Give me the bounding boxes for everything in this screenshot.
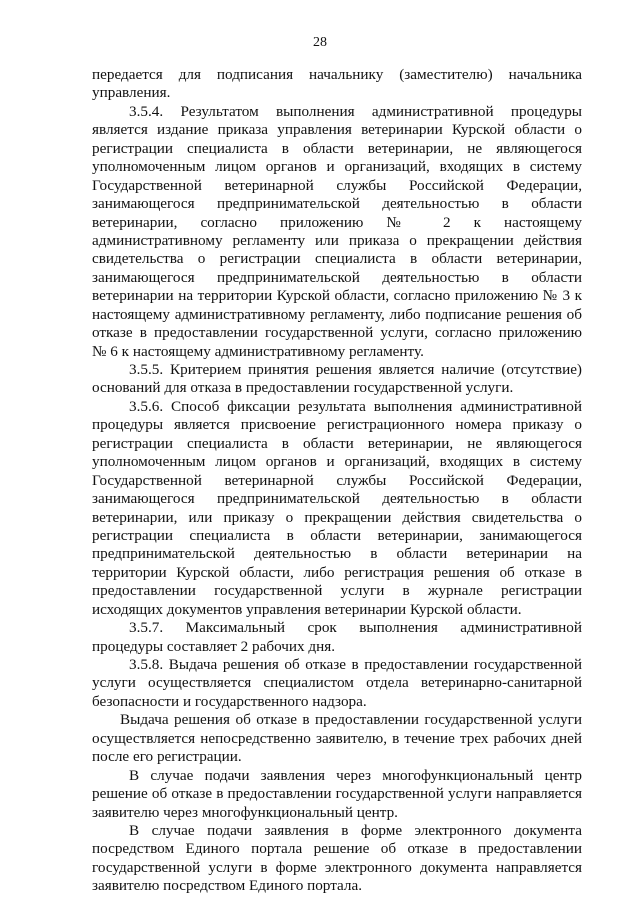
text-line: регистрации специалиста в области ветеринарии, не являющегося — [92, 434, 582, 452]
text-line: управления. — [92, 84, 171, 102]
text-line: регистрации специалиста в области ветеринарии, не являющегося — [92, 139, 582, 157]
text-line: территории Курской области, либо регистрация решения об отказе в — [92, 563, 582, 581]
text-line: Выдача решения об отказе в предоставлении государственной услуги — [120, 711, 582, 729]
text-line: государственной услуги в форме электронного документа направляется — [92, 858, 582, 876]
text-line: безопасности и государственного надзора. — [92, 692, 367, 710]
text-line: 3.5.6. Способ фиксации результата выполнения административной — [129, 397, 582, 415]
text-line: 3.5.8. Выдача решения об отказе в предоставлении государственной — [129, 656, 582, 673]
text-line: 3.5.7. Максимальный срок выполнения административной — [129, 619, 582, 637]
text-line: занимающегося предпринимательской деятельностью в области — [92, 195, 582, 213]
text-line: ветеринарии, согласно приложению № 2 к настоящему — [92, 213, 582, 231]
text-line: В случае подачи заявления через многофункциональный центр — [129, 766, 582, 784]
text-line: после его регистрации. — [92, 748, 242, 766]
text-line: ветеринарии на территории Курской области, согласно приложению № 3 к — [92, 287, 582, 305]
text-line: Государственной ветеринарной службы Российской Федерации, — [92, 176, 582, 194]
document-body — [92, 66, 582, 896]
text-line: занимающегося предпринимательской деятельностью в области — [92, 490, 582, 508]
text-line: В случае подачи заявления в форме электронного документа — [129, 821, 582, 839]
text-line: настоящему административному регламенту, либо подписание решения об — [92, 305, 582, 323]
text-line: № 6 к настоящему административному регламенту. — [92, 342, 424, 360]
text-line: исходящих документов управления ветеринарии Курской области. — [92, 600, 522, 618]
text-line: административному регламенту или приказа о прекращении действия — [92, 231, 582, 249]
text-line: передается для подписания начальнику (заместителю) начальника — [92, 66, 582, 83]
page-number: 28 — [313, 35, 327, 50]
text-line: 3.5.5. Критерием принятия решения является наличие (отсутствие) — [129, 361, 582, 378]
text-line: процедуры составляет 2 рабочих дня. — [92, 637, 336, 655]
text-line: решение об отказе в предоставлении государственной услуги направляется — [92, 785, 582, 803]
text-line: уполномоченным лицом органов и организаций, входящих в систему — [92, 158, 582, 176]
text-line: занимающегося предпринимательской деятельностью в области — [92, 268, 582, 286]
text-line: является издание приказа управления ветеринарии Курской области о — [92, 121, 582, 139]
text-line: Государственной ветеринарной службы Российской Федерации, — [92, 471, 582, 489]
text-line: предоставлении государственной услуги в журнале регистрации — [92, 582, 582, 600]
text-line: свидетельства о регистрации специалиста в области ветеринарии, — [92, 250, 582, 268]
text-line: ветеринарии, или приказу о прекращении действия свидетельства о — [92, 508, 582, 526]
text-line: услуги осуществляется специалистом отдела ветеринарно-санитарной — [92, 674, 582, 692]
text-line: посредством Единого портала решение об отказе в предоставлении — [92, 840, 582, 858]
text-line: осуществляется непосредственно заявителю, в течение трех рабочих дней — [92, 729, 582, 747]
text-line: уполномоченным лицом органов и организаций, входящих в систему — [92, 453, 582, 471]
text-line: отказе в предоставлении государственной услуги, согласно приложению — [92, 324, 582, 342]
text-line: заявителю через многофункциональный центр. — [92, 803, 398, 821]
text-line: процедуры является присвоение регистрационного номера приказу о — [92, 416, 582, 434]
text-line: оснований для отказа в предоставлении государственной услуги. — [92, 379, 514, 397]
text-line: заявителю посредством Единого портала. — [92, 877, 363, 895]
text-line: предпринимательской деятельностью в области ветеринарии на — [92, 545, 582, 563]
text-line: 3.5.4. Результатом выполнения административной процедуры — [129, 102, 582, 120]
text-line: регистрации специалиста в области ветеринарии, занимающегося — [92, 526, 582, 544]
